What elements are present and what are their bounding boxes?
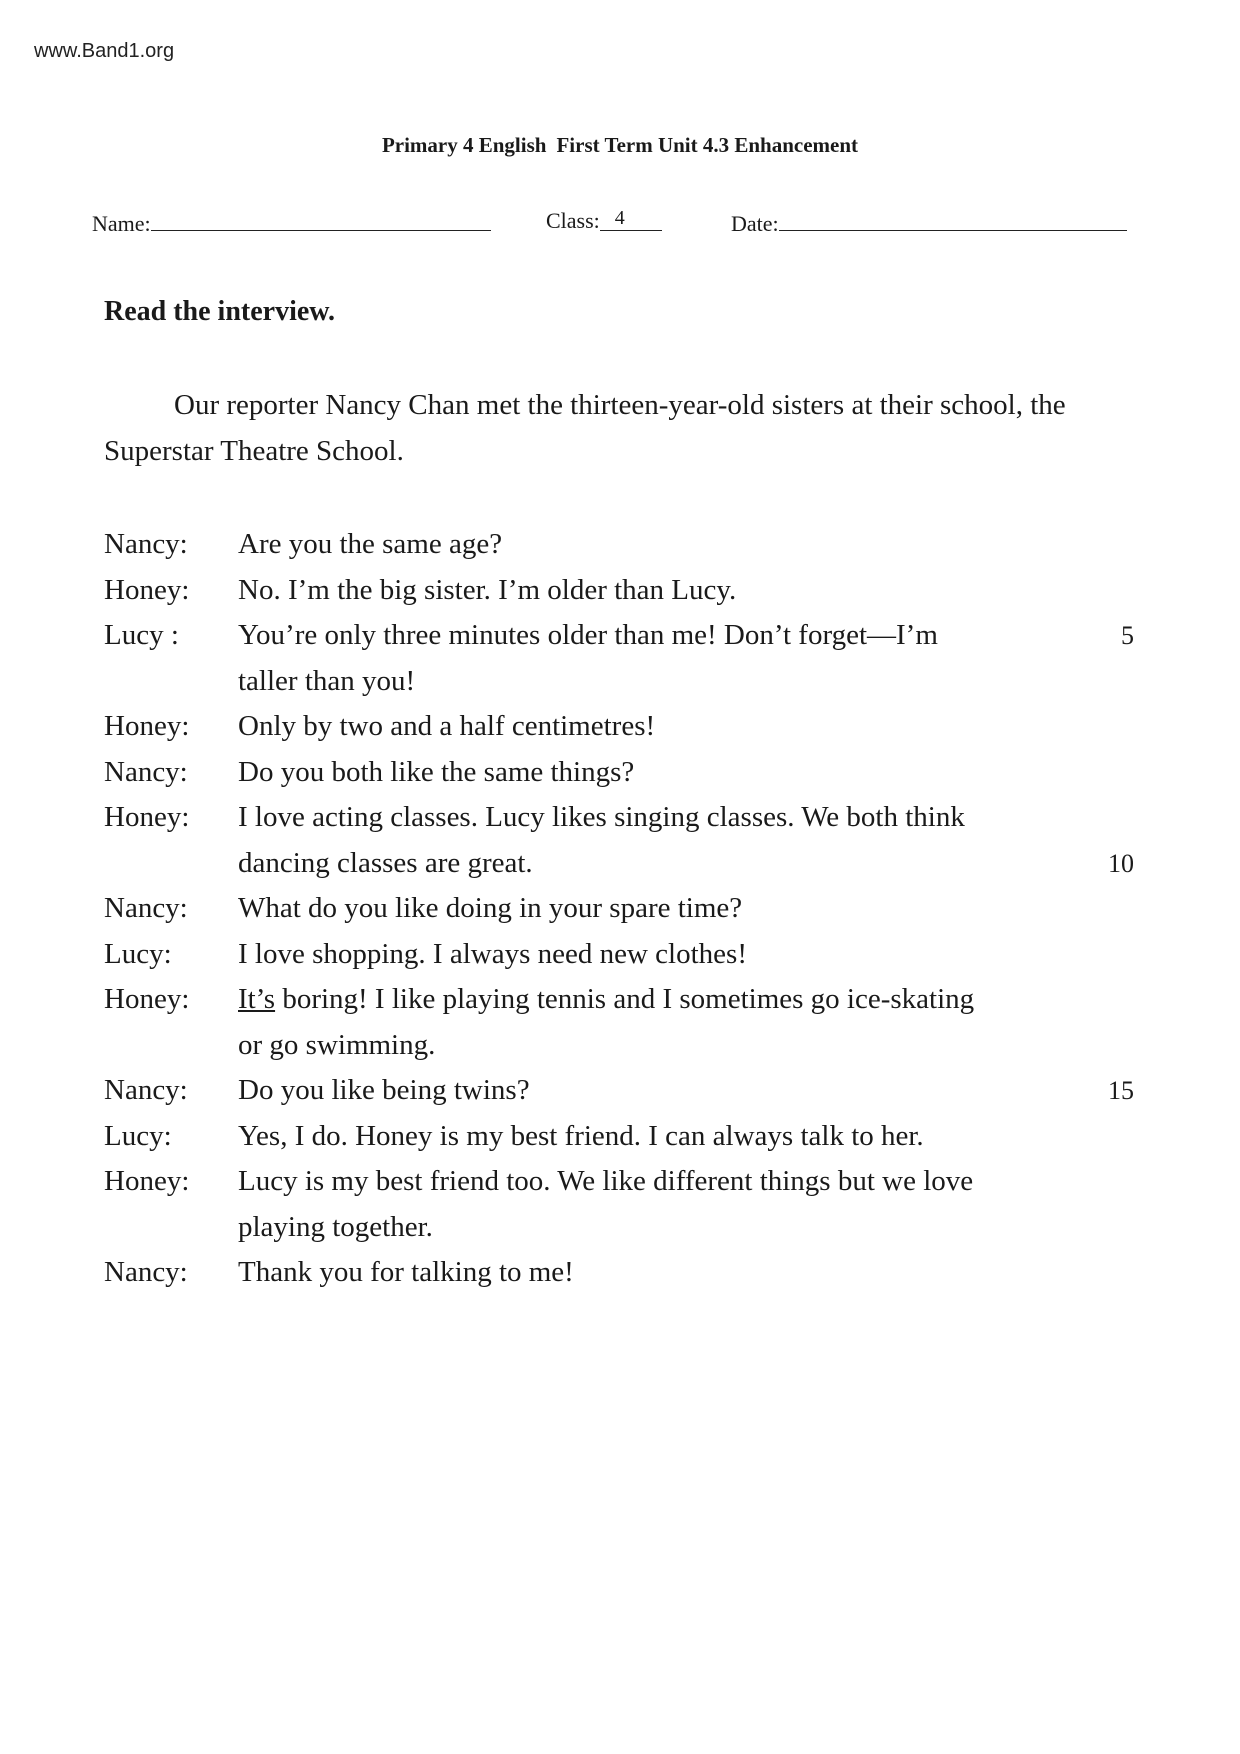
speech-line: Yes, I do. Honey is my best friend. I can always talk to her. bbox=[238, 1119, 924, 1152]
speech-line: Do you like being twins? bbox=[238, 1074, 530, 1106]
dialogue-turn bbox=[104, 1114, 1134, 1160]
speaker-name: Honey: bbox=[104, 573, 190, 606]
dialogue-turn bbox=[104, 613, 1134, 704]
speech-text bbox=[238, 704, 1134, 750]
underlined-word: It’s bbox=[238, 983, 276, 1015]
speaker-name: Lucy: bbox=[104, 1119, 172, 1152]
speech-line: You’re only three minutes older than me! Don’t forget—I’m bbox=[238, 619, 938, 651]
line-number: 5 bbox=[1121, 621, 1134, 650]
speech-line: Lucy is my best friend too. We like different things but we love bbox=[238, 1165, 974, 1197]
speaker-name: Honey: bbox=[104, 710, 190, 742]
speech-line: No. I’m the big sister. I’m older than Lucy. bbox=[238, 573, 737, 606]
speech-text bbox=[238, 568, 1134, 614]
speech-line: I love acting classes. Lucy likes singing classes. We both think bbox=[238, 801, 965, 833]
speech-line: taller than you! bbox=[238, 664, 416, 697]
speech-line: It’s boring! I like playing tennis and I sometimes go ice-skating bbox=[238, 983, 975, 1015]
name-field bbox=[92, 208, 491, 237]
speaker-name: Lucy : bbox=[104, 619, 179, 651]
class-label: Class: bbox=[546, 208, 600, 233]
class-field bbox=[546, 208, 662, 234]
speech-line: I love shopping. I always need new clothes! bbox=[238, 937, 747, 970]
website-watermark: www.Band1.org bbox=[34, 40, 175, 62]
name-label: Name: bbox=[92, 211, 151, 236]
date-blank[interactable] bbox=[779, 208, 1127, 231]
speech-text bbox=[238, 1250, 1134, 1296]
date-label: Date: bbox=[731, 211, 779, 236]
dialogue-turn bbox=[104, 886, 1134, 932]
dialogue-turn bbox=[104, 1159, 1134, 1250]
speech-text bbox=[238, 795, 1134, 886]
dialogue-turn bbox=[104, 522, 1134, 568]
speaker-name: Nancy: bbox=[104, 755, 188, 788]
speaker-name: Honey: bbox=[104, 983, 190, 1015]
speaker-name: Nancy: bbox=[104, 528, 188, 560]
speech-line: or go swimming. bbox=[238, 1028, 436, 1061]
speech-line: What do you like doing in your spare time? bbox=[238, 892, 743, 924]
speech-line: Only by two and a half centimetres! bbox=[238, 710, 656, 742]
speech-text bbox=[238, 1159, 1134, 1250]
speech-text bbox=[238, 1114, 1134, 1160]
speech-text bbox=[238, 750, 1134, 796]
dialogue-turn bbox=[104, 795, 1134, 886]
class-value: 4 bbox=[614, 207, 625, 229]
speech-text bbox=[238, 1068, 1134, 1114]
speaker-name: Honey: bbox=[104, 1165, 190, 1197]
instruction-heading: Read the interview. bbox=[104, 296, 335, 327]
line-number: 10 bbox=[1108, 848, 1134, 878]
speech-line: playing together. bbox=[238, 1210, 433, 1243]
speech-text bbox=[238, 886, 1134, 932]
speaker-name: Honey: bbox=[104, 801, 190, 833]
speech-text bbox=[238, 613, 1134, 704]
speaker-name: Nancy: bbox=[104, 1256, 188, 1288]
worksheet-title bbox=[0, 133, 1240, 158]
speech-line: Do you both like the same things? bbox=[238, 755, 635, 788]
dialogue-turn bbox=[104, 568, 1134, 614]
interview-dialogue bbox=[104, 522, 1134, 1296]
dialogue-turn bbox=[104, 1250, 1134, 1296]
date-field bbox=[731, 208, 1127, 237]
class-blank[interactable] bbox=[600, 208, 662, 231]
speech-line: dancing classes are great. bbox=[238, 846, 533, 879]
speaker-name: Nancy: bbox=[104, 1074, 188, 1106]
speaker-name: Lucy: bbox=[104, 937, 172, 970]
speech-text bbox=[238, 932, 1134, 978]
name-blank[interactable] bbox=[151, 208, 491, 231]
dialogue-turn bbox=[104, 977, 1134, 1068]
dialogue-turn bbox=[104, 932, 1134, 978]
speaker-name: Nancy: bbox=[104, 892, 188, 924]
speech-line: Thank you for talking to me! bbox=[238, 1256, 574, 1288]
dialogue-turn bbox=[104, 750, 1134, 796]
speech-text bbox=[238, 522, 1134, 568]
intro-paragraph: Our reporter Nancy Chan met the thirteen-year-old sisters at their school, the Superstar Theatre School. bbox=[104, 389, 1066, 467]
line-number: 15 bbox=[1108, 1076, 1134, 1105]
speech-line: Are you the same age? bbox=[238, 528, 503, 560]
title-unit: First Term Unit 4.3 Enhancement bbox=[556, 133, 859, 157]
title-subject: Primary 4 English bbox=[381, 133, 547, 157]
dialogue-turn bbox=[104, 1068, 1134, 1114]
dialogue-turn bbox=[104, 704, 1134, 750]
speech-text bbox=[238, 977, 1134, 1068]
